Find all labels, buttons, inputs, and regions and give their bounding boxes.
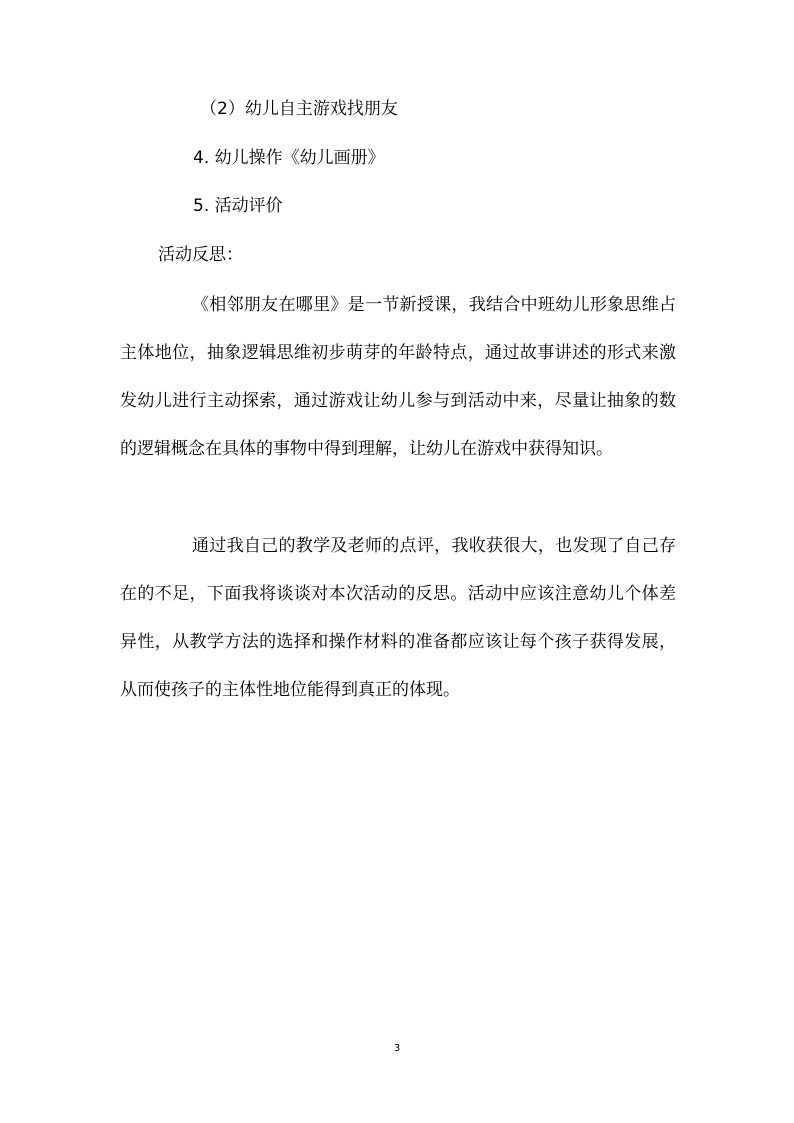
page-number: 3 (393, 1043, 401, 1054)
game-step-line: （2）幼儿自主游戏找朋友 (200, 99, 398, 119)
reflection-heading: 活动反思： (158, 245, 243, 265)
step-5-line: 5. 活动评价 (193, 196, 283, 216)
step-4-line: 4. 幼儿操作《幼儿画册》 (193, 148, 385, 168)
reflection-paragraph-2: 通过我自己的教学及老师的点评，我收获很大，也发现了自己存在的不足，下面我将谈谈对本次活动的反思。活动中应该注意幼儿个体差异性，从教学方法的选择和操作材料的准备都应该让每个孩子获得发展，从而使孩子的主体性地位能得到真正的体现。 (120, 536, 676, 700)
reflection-paragraph-1: 《相邻朋友在哪里》是一节新授课，我结合中班幼儿形象思维占主体地位，抽象逻辑思维初步萌芽的年龄特点，通过故事讲述的形式来激发幼儿进行主动探索，通过游戏让幼儿参与到活动中来，尽量让抽象的数的逻辑概念在具体的事物中得到理解，让幼儿在游戏中获得知识。 (120, 295, 676, 459)
